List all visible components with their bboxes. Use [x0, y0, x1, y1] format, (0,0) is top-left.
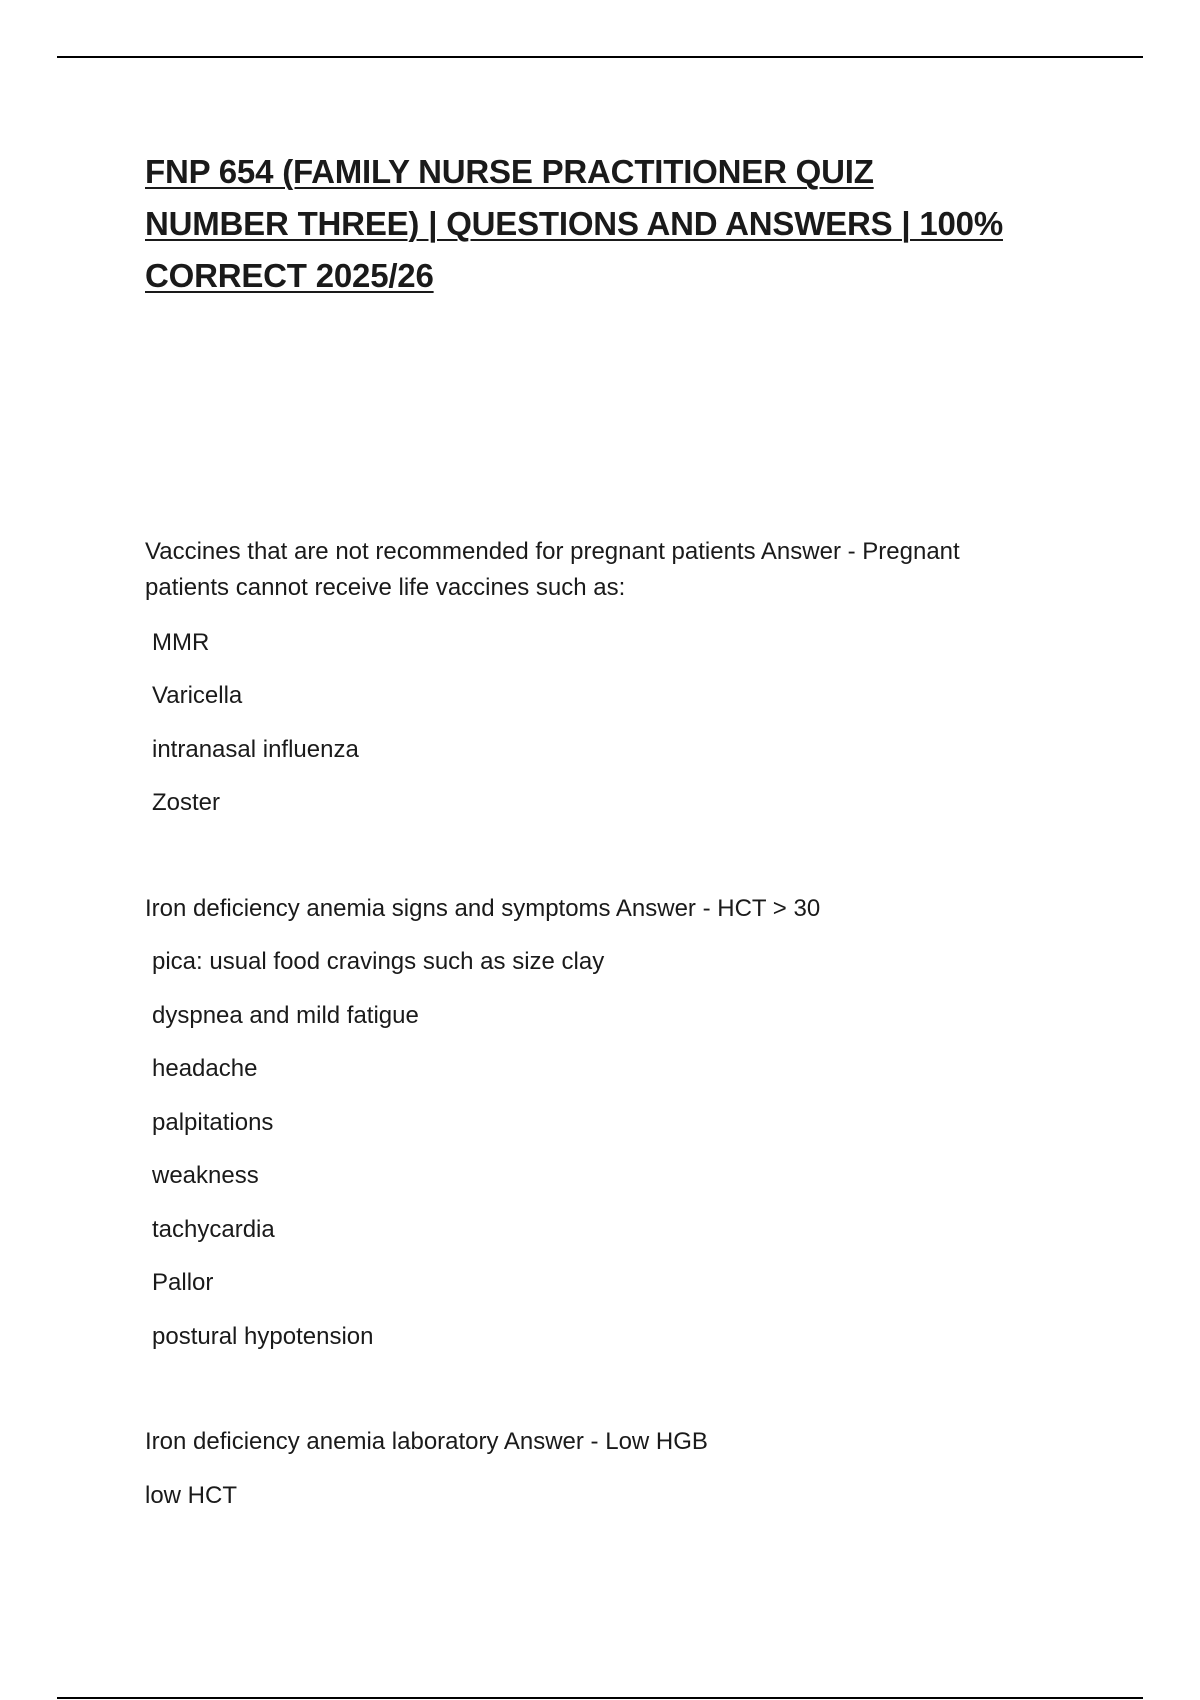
top-rule [57, 56, 1143, 58]
title-line: CORRECT 2025/26 [145, 257, 434, 294]
list-item: Pallor [152, 1269, 214, 1296]
list-item: Zoster [152, 789, 221, 816]
list-item: palpitations [152, 1109, 274, 1136]
question-line: Vaccines that are not recommended for pregnant patients Answer - Pregnant [145, 538, 960, 565]
title-line: FNP 654 (FAMILY NURSE PRACTITIONER QUIZ [145, 153, 874, 190]
list-item: headache [152, 1055, 258, 1082]
list-item: weakness [152, 1162, 259, 1189]
title-line: NUMBER THREE) | QUESTIONS AND ANSWERS | 100% [145, 205, 1003, 242]
list-item: pica: usual food cravings such as size clay [152, 948, 605, 975]
list-item: postural hypotension [152, 1323, 374, 1350]
question-line: patients cannot receive life vaccines such as: [145, 574, 626, 601]
list-item: intranasal influenza [152, 736, 359, 763]
list-item: MMR [152, 629, 210, 656]
bottom-rule [57, 1697, 1143, 1699]
list-item: Varicella [152, 682, 243, 709]
question-iron-deficiency-symptoms: Iron deficiency anemia signs and symptoms Answer - HCT > 30 [145, 895, 821, 922]
question-iron-deficiency-laboratory: Iron deficiency anemia laboratory Answer - Low HGB [145, 1428, 708, 1455]
list-item: low HCT [145, 1482, 238, 1509]
document-title [145, 146, 1075, 302]
list-item: dyspnea and mild fatigue [152, 1002, 419, 1029]
list-item: tachycardia [152, 1216, 275, 1243]
question-vaccines [145, 534, 960, 606]
